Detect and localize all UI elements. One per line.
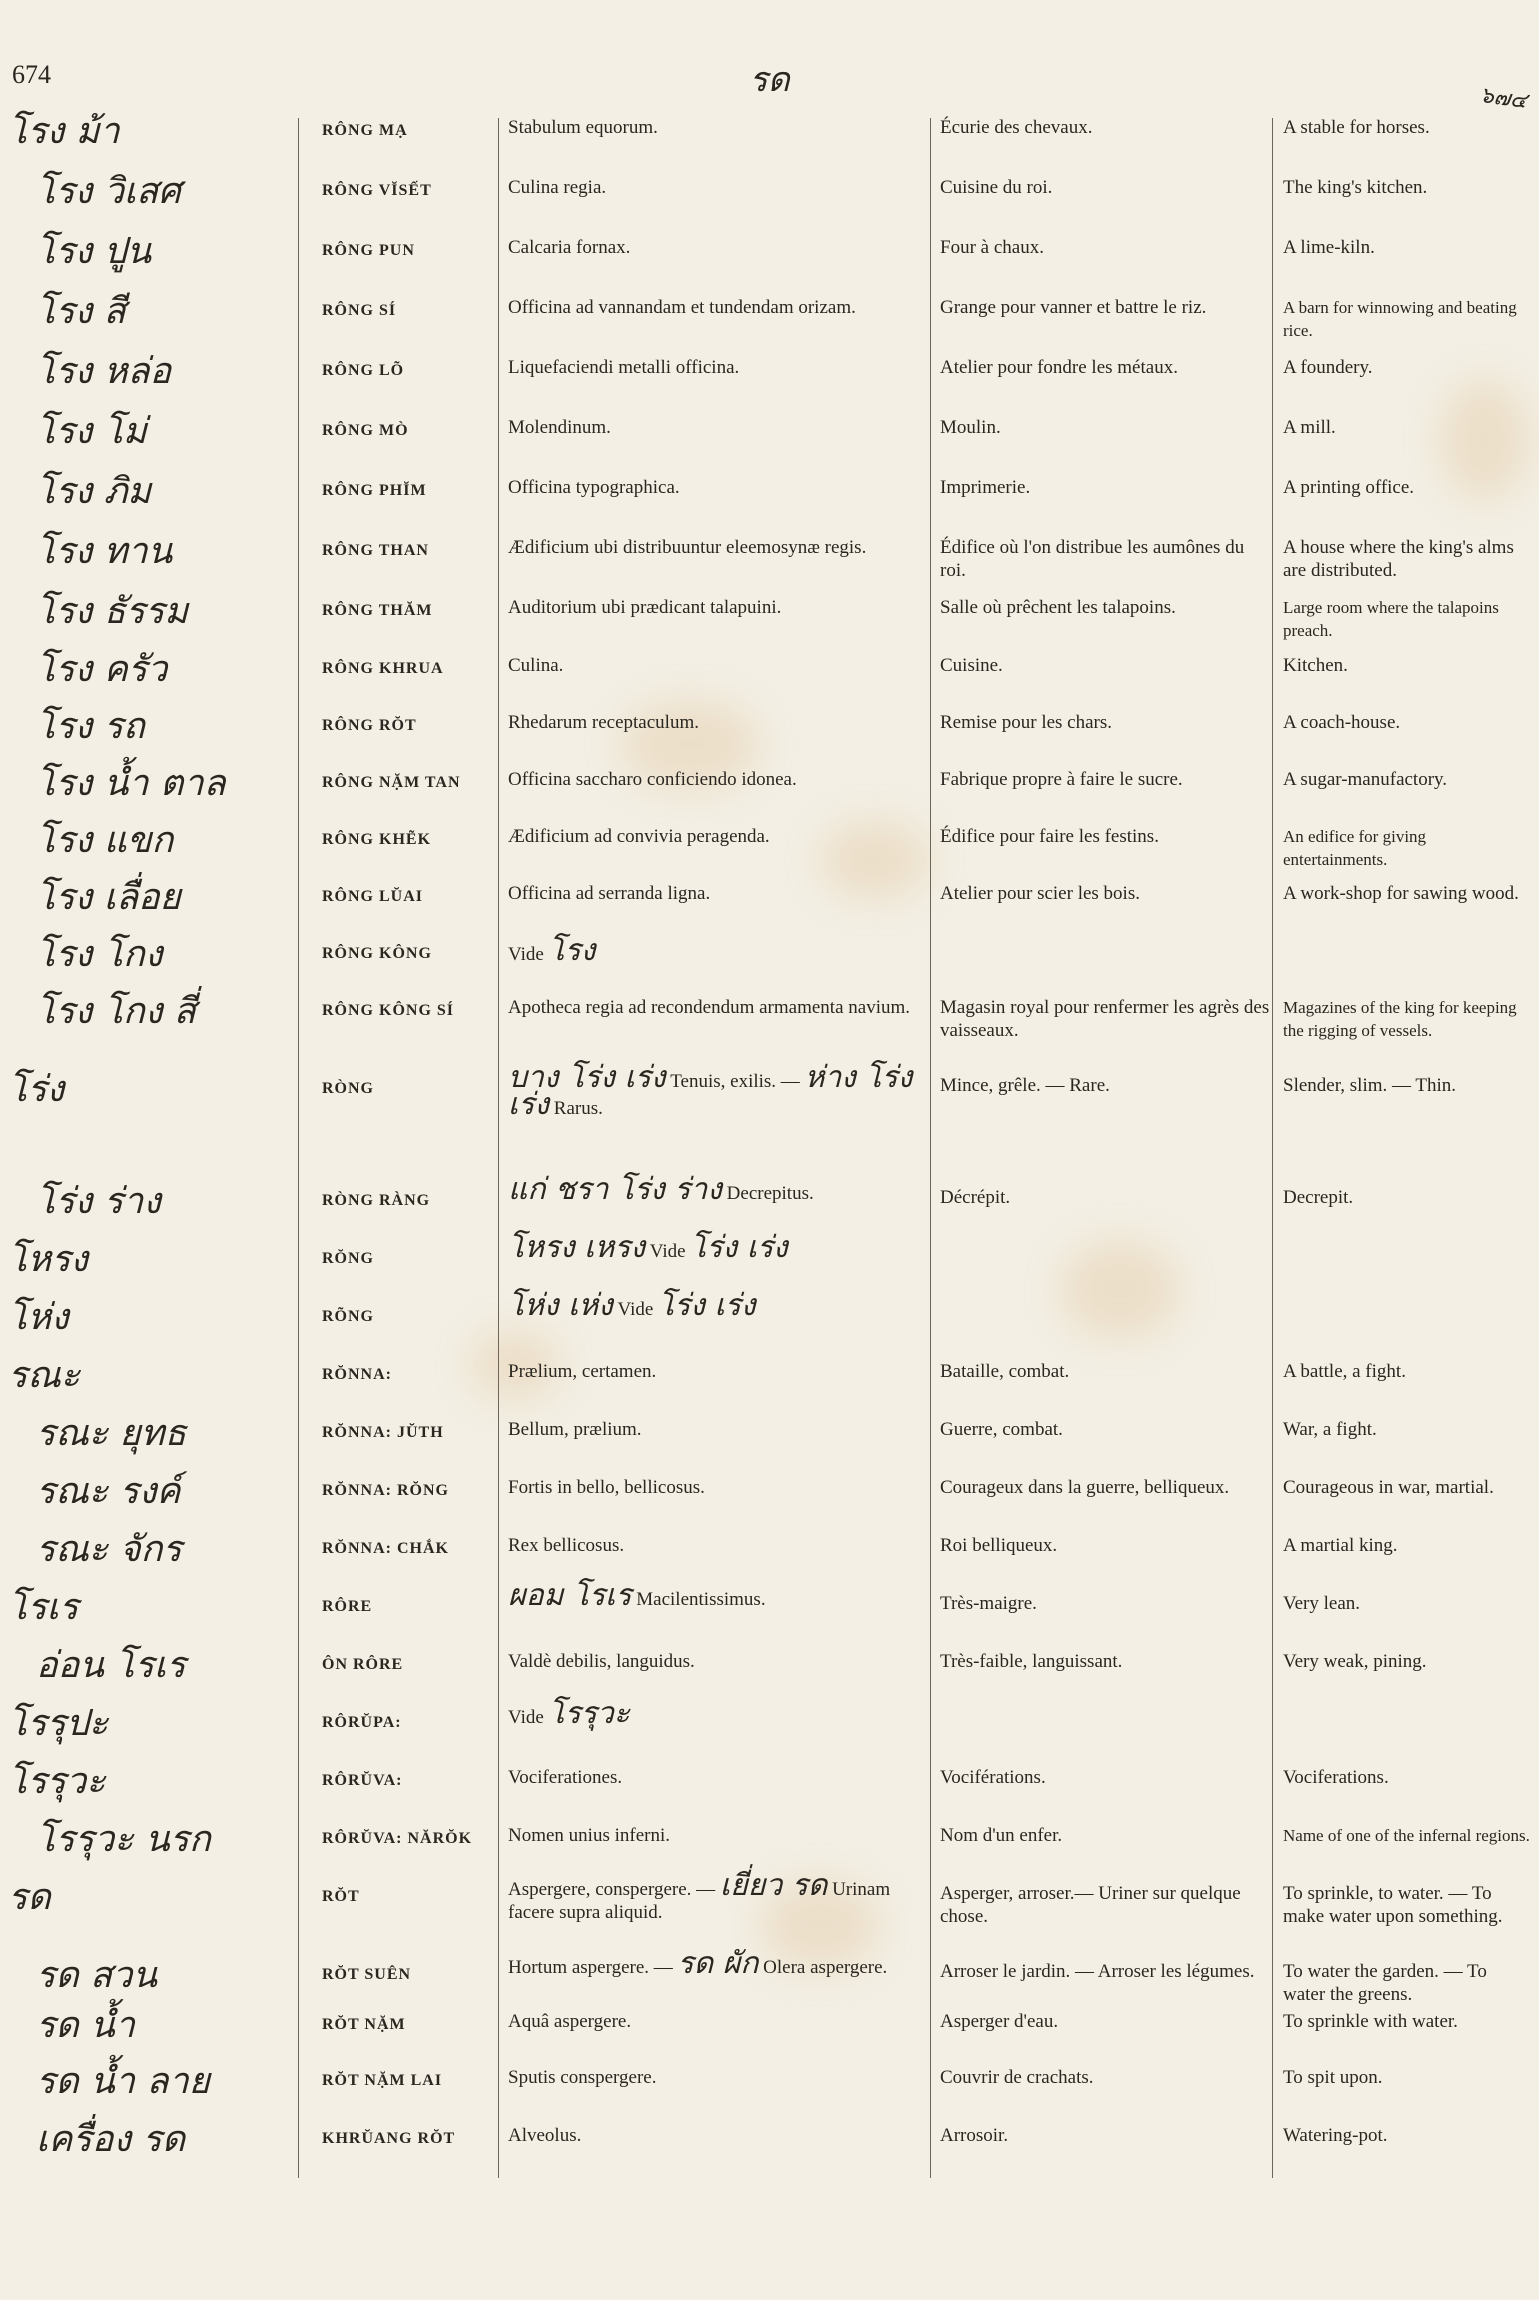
french-definition: Grange pour vanner et battre le riz. xyxy=(940,297,1207,318)
transliteration: RÔNG MẠ xyxy=(322,122,408,139)
thai-headword: รณะ จักร xyxy=(36,1529,182,1570)
english-definition: A sugar-manufactory. xyxy=(1283,769,1448,790)
latin-text: Rarus. xyxy=(553,1098,603,1119)
thai-headword: รด สวน xyxy=(36,1955,157,1996)
latin-definition: Fortis in bello, bellicosus. xyxy=(508,1477,705,1498)
latin-definition: Ædificium ad convivia peragenda. xyxy=(508,826,770,847)
transliteration: RŎNG xyxy=(322,1250,374,1267)
french-definition: Roi belliqueux. xyxy=(940,1535,1058,1556)
french-definition: Remise pour les chars. xyxy=(940,712,1113,733)
latin-definition xyxy=(508,1578,928,1613)
latin-definition: Valdè debilis, languidus. xyxy=(508,1651,695,1672)
english-definition: A battle, a fight. xyxy=(1283,1361,1406,1382)
english-definition: Large room where the talapoins preach. xyxy=(1283,598,1499,640)
column-divider xyxy=(298,118,299,2178)
thai-example: เยี่ยว รด xyxy=(719,1868,828,1903)
page-title: รด xyxy=(749,60,790,100)
latin-definition xyxy=(508,1230,928,1265)
english-definition: A stable for horses. xyxy=(1283,117,1430,138)
latin-definition: Culina. xyxy=(508,655,564,676)
thai-headword: โรง โม่ xyxy=(36,411,147,452)
latin-prefix: Vide xyxy=(649,1241,686,1262)
english-definition: Magazines of the king for keeping the rigging of vessels. xyxy=(1283,998,1517,1040)
transliteration: RŎNNA: CHẮK xyxy=(322,1540,449,1557)
transliteration: RÔNG LÕ xyxy=(322,362,405,379)
column-divider xyxy=(498,118,499,2178)
french-definition: Salle où prêchent les talapoins. xyxy=(940,597,1176,618)
thai-headword: โรง โกง xyxy=(36,934,163,975)
thai-headword: โรง วิเสศ xyxy=(36,171,182,212)
latin-definition: Rex bellicosus. xyxy=(508,1535,625,1556)
thai-headword: โรง น้ำ ตาล xyxy=(36,763,226,804)
english-definition: Vociferations. xyxy=(1283,1767,1389,1788)
thai-headword: โรง ม้า xyxy=(8,111,120,152)
transliteration: RÔNG KHRUA xyxy=(322,660,444,677)
french-definition: Couvrir de crachats. xyxy=(940,2067,1094,2088)
transliteration: RŎT SUÊN xyxy=(322,1966,412,1983)
transliteration: RÔNG PUN xyxy=(322,242,415,259)
page-number: 674 xyxy=(12,60,51,89)
french-definition: Imprimerie. xyxy=(940,477,1031,498)
latin-definition: Bellum, prælium. xyxy=(508,1419,642,1440)
thai-example: ผอม โรเร xyxy=(508,1578,632,1613)
latin-definition xyxy=(508,1946,928,1981)
latin-text: Urinam facere supra aliquid. xyxy=(508,1879,891,1923)
transliteration: RÔNG LŬAI xyxy=(322,888,424,905)
thai-headword: โรง หล่อ xyxy=(36,351,172,392)
thai-headword: โรง ภิม xyxy=(36,471,152,512)
french-definition: Moulin. xyxy=(940,417,1001,438)
french-definition: Mince, grêle. — Rare. xyxy=(940,1075,1110,1096)
latin-definition: Officina typographica. xyxy=(508,477,680,498)
french-definition: Courageux dans la guerre, belliqueux. xyxy=(940,1477,1230,1498)
latin-definition: Molendinum. xyxy=(508,417,611,438)
latin-definition: Officina saccharo conficiendo idonea. xyxy=(508,769,797,790)
latin-text: Macilentissimus. xyxy=(636,1589,766,1610)
english-definition: A house where the king's alms are distributed. xyxy=(1283,537,1514,581)
transliteration: RÔNG KHẼK xyxy=(322,831,432,848)
english-definition: A coach-house. xyxy=(1283,712,1401,733)
thai-headword: โร่ง ร่าง xyxy=(36,1181,161,1222)
thai-headword: โร่ง xyxy=(8,1069,65,1110)
english-definition: Watering-pot. xyxy=(1283,2125,1388,2146)
thai-reference: โร่ง เร่ง xyxy=(658,1288,756,1323)
french-definition: Très-faible, languissant. xyxy=(940,1651,1123,1672)
latin-definition: Auditorium ubi prædicant talapuini. xyxy=(508,597,782,618)
french-definition: Atelier pour fondre les métaux. xyxy=(940,357,1178,378)
transliteration: RÒNG xyxy=(322,1080,374,1097)
thai-headword: โรง ทาน xyxy=(36,531,173,572)
french-definition: Nom d'un enfer. xyxy=(940,1825,1063,1846)
transliteration: ÔN RÔRE xyxy=(322,1656,404,1673)
thai-example: โห่ง เห่ง xyxy=(508,1288,613,1323)
transliteration: RÔRŬVA: NĂRŎK xyxy=(322,1830,473,1847)
transliteration: KHRŬANG RŎT xyxy=(322,2130,456,2147)
latin-definition: Officina ad vannandam et tundendam orizam. xyxy=(508,297,856,318)
english-definition: Name of one of the infernal regions. xyxy=(1283,1826,1530,1845)
thai-headword: โรง ปูน xyxy=(36,231,152,272)
english-definition: A lime-kiln. xyxy=(1283,237,1375,258)
latin-definition: Apotheca regia ad recondendum armamenta navium. xyxy=(508,997,910,1018)
french-definition: Asperger, arroser.— Uriner sur quelque chose. xyxy=(940,1883,1241,1927)
transliteration: RŎT xyxy=(322,1888,360,1905)
latin-definition: Rhedarum receptaculum. xyxy=(508,712,699,733)
french-definition: Vociférations. xyxy=(940,1767,1046,1788)
latin-prefix: Vide xyxy=(617,1299,654,1320)
paper-stain xyxy=(1060,1240,1180,1340)
english-definition: Kitchen. xyxy=(1283,655,1348,676)
thai-headword: โรง แขก xyxy=(36,820,174,861)
transliteration: RÔRŬPA: xyxy=(322,1714,402,1731)
english-definition: A work-shop for sawing wood. xyxy=(1283,883,1519,904)
english-definition: Courageous in war, martial. xyxy=(1283,1477,1494,1498)
english-definition: Decrepit. xyxy=(1283,1187,1354,1208)
latin-definition: Prælium, certamen. xyxy=(508,1361,657,1382)
french-definition: Atelier pour scier les bois. xyxy=(940,883,1140,904)
french-definition: Arroser le jardin. — Arroser les légumes. xyxy=(940,1961,1255,1982)
french-definition: Cuisine du roi. xyxy=(940,177,1053,198)
english-definition: Very lean. xyxy=(1283,1593,1361,1614)
latin-prefix: Vide xyxy=(508,1707,544,1728)
french-definition: Décrépit. xyxy=(940,1187,1011,1208)
french-definition: Fabrique propre à faire le sucre. xyxy=(940,769,1183,790)
french-definition: Bataille, combat. xyxy=(940,1361,1070,1382)
thai-headword: รด น้ำ xyxy=(36,2005,135,2046)
thai-headword: โรรุวะ นรก xyxy=(36,1819,211,1860)
transliteration: RÔNG THĂM xyxy=(322,602,433,619)
latin-definition: Aquâ aspergere. xyxy=(508,2011,632,2032)
latin-definition: Culina regia. xyxy=(508,177,607,198)
latin-text: Tenuis, exilis. — xyxy=(670,1071,800,1092)
english-definition: The king's kitchen. xyxy=(1283,177,1428,198)
transliteration: RÔNG KÔNG xyxy=(322,945,432,962)
english-definition: A martial king. xyxy=(1283,1535,1398,1556)
transliteration: RŎT NẶM xyxy=(322,2016,406,2033)
thai-reference: โร่ง เร่ง xyxy=(690,1230,788,1265)
thai-headword: โรง เลื่อย xyxy=(36,877,181,918)
french-definition: Très-maigre. xyxy=(940,1593,1037,1614)
english-definition: A mill. xyxy=(1283,417,1336,438)
latin-definition: Alveolus. xyxy=(508,2125,582,2146)
thai-headword: โห่ง xyxy=(8,1297,69,1338)
thai-example: บาง โร่ง เร่ง xyxy=(508,1060,666,1095)
french-definition: Écurie des chevaux. xyxy=(940,117,1093,138)
transliteration: RŎT NẶM LAI xyxy=(322,2072,443,2089)
french-definition: Édifice où l'on distribue les aumônes du roi. xyxy=(940,537,1245,581)
latin-definition: Calcaria fornax. xyxy=(508,237,631,258)
latin-text: Hortum aspergere. — xyxy=(508,1957,673,1978)
latin-definition: Sputis conspergere. xyxy=(508,2067,657,2088)
english-definition: Slender, slim. — Thin. xyxy=(1283,1075,1457,1096)
french-definition: Four à chaux. xyxy=(940,237,1044,258)
transliteration: RÔNG MÒ xyxy=(322,422,409,439)
thai-example: แก่ ชรา โร่ง ร่าง xyxy=(508,1172,722,1207)
english-definition: A barn for winnowing and beating rice. xyxy=(1283,298,1517,340)
latin-definition xyxy=(508,1060,928,1122)
thai-headword: อ่อน โรเร xyxy=(36,1645,186,1686)
english-definition: Very weak, pining. xyxy=(1283,1651,1427,1672)
page-number-thai: ๖๗๔ xyxy=(1478,82,1529,115)
thai-headword: รณะ xyxy=(8,1355,81,1396)
thai-example: โหรง เหรง xyxy=(508,1230,645,1265)
thai-headword: โรเร xyxy=(8,1587,79,1628)
thai-headword: โรรุปะ xyxy=(8,1703,109,1744)
transliteration: RŎNNA: RŎNG xyxy=(322,1482,449,1499)
english-definition: To water the garden. — To water the greens. xyxy=(1283,1961,1487,2005)
thai-example: รด ผัก xyxy=(677,1946,759,1981)
english-definition: To sprinkle, to water. — To make water upon something. xyxy=(1283,1883,1503,1927)
thai-headword: โรง ธัรรม xyxy=(36,591,189,632)
latin-definition xyxy=(508,1288,928,1323)
english-definition: A printing office. xyxy=(1283,477,1415,498)
french-definition: Magasin royal pour renfermer les agrès des vaisseaux. xyxy=(940,997,1270,1041)
thai-reference: โรรุวะ xyxy=(548,1696,630,1731)
transliteration: RÔRŬVA: xyxy=(322,1772,403,1789)
thai-headword: โรง รถ xyxy=(36,706,145,747)
latin-definition: Ædificium ubi distribuuntur eleemosynæ regis. xyxy=(508,537,867,558)
english-definition: An edifice for giving entertainments. xyxy=(1283,827,1427,869)
latin-text: Olera aspergere. xyxy=(763,1957,888,1978)
thai-headword: รด น้ำ ลาย xyxy=(36,2061,210,2102)
transliteration: RÔNG VĬSẾT xyxy=(322,182,432,199)
latin-definition xyxy=(508,1172,928,1207)
latin-definition: Liquefaciendi metalli officina. xyxy=(508,357,740,378)
thai-headword: โรรุวะ xyxy=(8,1761,106,1802)
transliteration: RÔNG SÍ xyxy=(322,302,397,319)
latin-text: Aspergere, conspergere. — xyxy=(508,1879,716,1900)
transliteration: RŎNNA: xyxy=(322,1366,392,1383)
thai-headword: โรง โกง สี่ xyxy=(36,991,196,1032)
english-definition: A foundery. xyxy=(1283,357,1373,378)
french-definition: Édifice pour faire les festins. xyxy=(940,826,1159,847)
thai-headword: รด xyxy=(8,1877,51,1918)
latin-definition: Vociferationes. xyxy=(508,1767,623,1788)
transliteration: RÔNG KÔNG SÍ xyxy=(322,1002,455,1019)
thai-headword: โรง สี xyxy=(36,291,126,332)
latin-definition: Stabulum equorum. xyxy=(508,117,658,138)
latin-prefix: Vide xyxy=(508,944,544,965)
thai-headword: เครื่อง รด xyxy=(36,2119,186,2160)
latin-definition xyxy=(508,1696,928,1731)
english-definition: To sprinkle with water. xyxy=(1283,2011,1458,2032)
english-definition: To spit upon. xyxy=(1283,2067,1383,2088)
french-definition: Arrosoir. xyxy=(940,2125,1009,2146)
latin-definition: Nomen unius inferni. xyxy=(508,1825,671,1846)
thai-headword: รณะ ยุทธ xyxy=(36,1413,187,1454)
transliteration: RÕNG xyxy=(322,1308,374,1325)
thai-headword: โรง ครัว xyxy=(36,649,168,690)
latin-definition xyxy=(508,933,928,968)
thai-example: ห่าง โร่ง เร่ง xyxy=(508,1060,913,1122)
column-divider xyxy=(1272,118,1273,2178)
thai-reference: โรง xyxy=(548,933,596,968)
transliteration: RÔNG PHĬM xyxy=(322,482,427,499)
french-definition: Asperger d'eau. xyxy=(940,2011,1059,2032)
latin-definition xyxy=(508,1868,928,1924)
transliteration: RÔNG RŎT xyxy=(322,717,417,734)
transliteration: RÔNG THAN xyxy=(322,542,429,559)
french-definition: Cuisine. xyxy=(940,655,1003,676)
latin-text: Decrepitus. xyxy=(726,1183,814,1204)
transliteration: RŎNNA: JŬTH xyxy=(322,1424,444,1441)
transliteration: RÔNG NẶM TAN xyxy=(322,774,461,791)
english-definition: War, a fight. xyxy=(1283,1419,1377,1440)
latin-definition: Officina ad serranda ligna. xyxy=(508,883,711,904)
transliteration: RÔRE xyxy=(322,1598,373,1615)
column-divider xyxy=(930,118,931,2178)
transliteration: RÒNG RÀNG xyxy=(322,1192,431,1209)
french-definition: Guerre, combat. xyxy=(940,1419,1063,1440)
thai-headword: โหรง xyxy=(8,1239,88,1280)
thai-headword: รณะ รงค์ xyxy=(36,1471,181,1512)
